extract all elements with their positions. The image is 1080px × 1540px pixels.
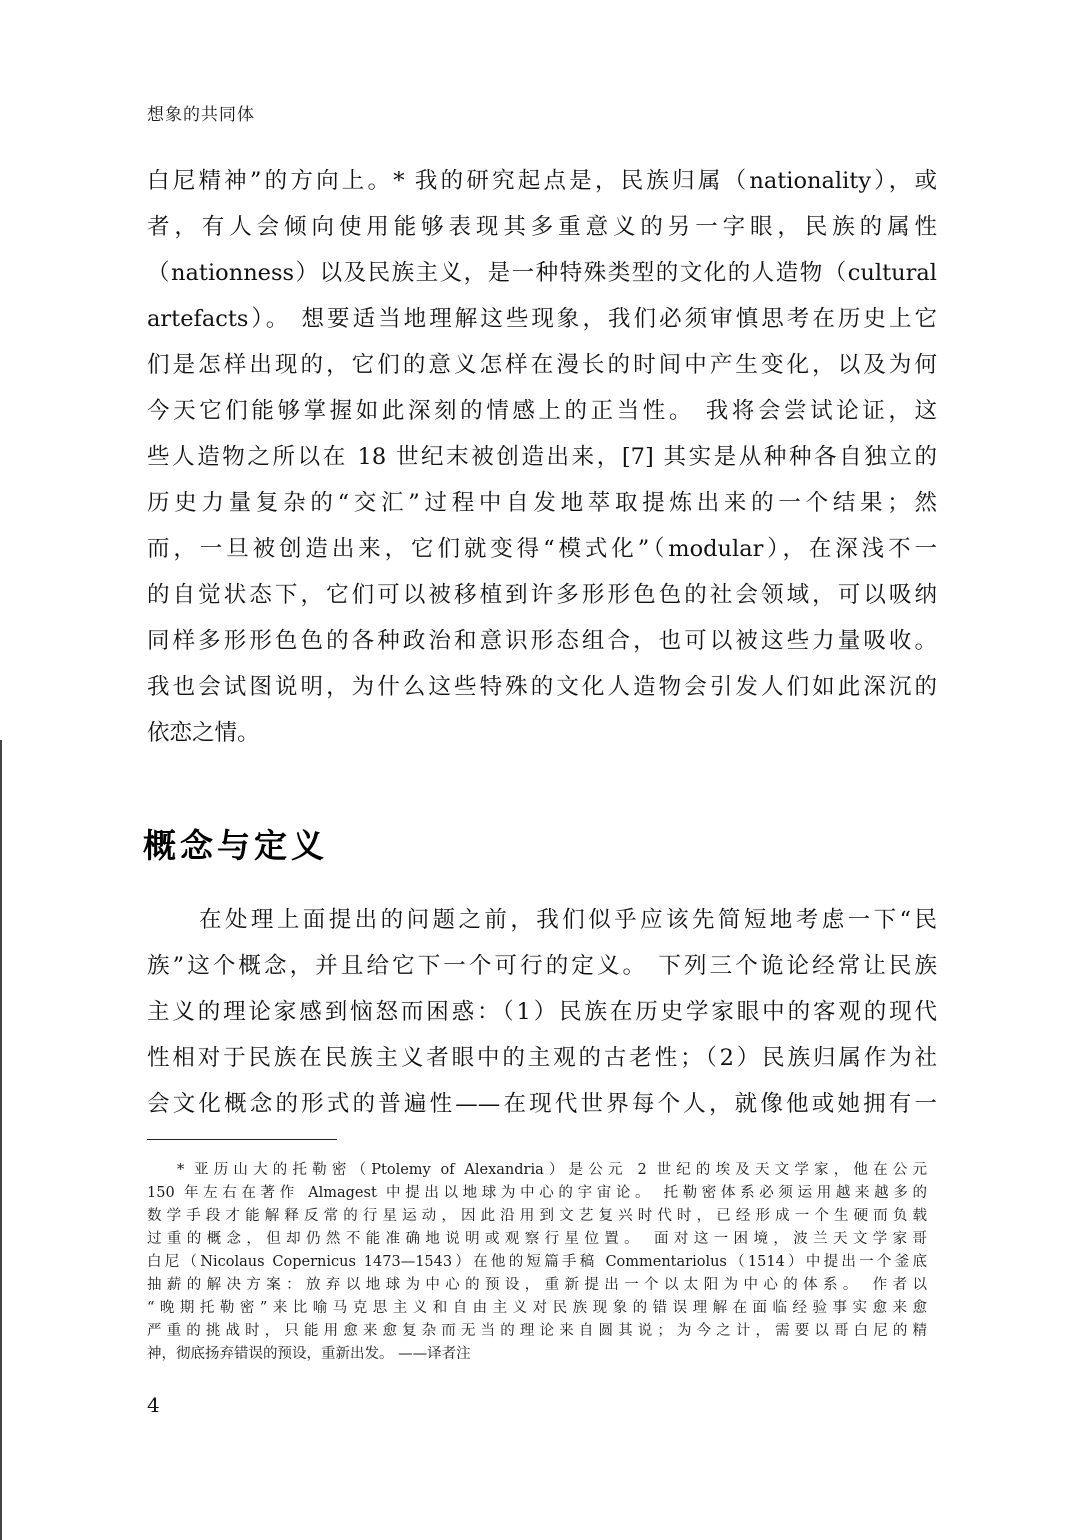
text-line: 族”这个概念，并且给它下一个可行的定义。 下列三个诡论经常让民族	[147, 953, 937, 979]
text-line: 而，一旦被创造出来，它们就变得“模式化”（modular），在深浅不一	[147, 536, 937, 562]
section-heading: 概念与定义	[143, 826, 328, 865]
text-line: 今天它们能够掌握如此深刻的情感上的正当性。 我将会尝试论证，这	[147, 398, 937, 424]
text-line: 性相对于民族在民族主义者眼中的主观的古老性；（2）民族归属作为社	[147, 1045, 937, 1071]
footnote-divider	[147, 1139, 337, 1140]
text-line: 些人造物之所以在 18 世纪末被创造出来，[7] 其实是从种种各自独立的	[147, 444, 937, 470]
text-line: 的自觉状态下，它们可以被移植到许多形形色色的社会领域，可以吸纳	[147, 582, 937, 608]
text-line: 依恋之情。	[147, 720, 260, 746]
body-paragraph-1	[147, 158, 937, 756]
text-line: 者，有人会倾向使用能够表现其多重意义的另一字眼，民族的属性	[147, 214, 937, 240]
text-line: 白尼精神”的方向上。* 我的研究起点是，民族归属（nationality），或	[147, 168, 937, 194]
text-line: 主义的理论家感到恼怒而困惑：（1）民族在历史学家眼中的客观的现代	[147, 999, 937, 1025]
footnote-line: 神，彻底扬弃错误的预设，重新出发。 ——译者注	[147, 1346, 471, 1362]
footnote-line: * 亚历山大的托勒密（Ptolemy of Alexandria）是公元 2 世纪的埃及天文学家，他在公元	[177, 1162, 927, 1178]
footnote-line: 严重的挑战时，只能用愈来愈复杂而无当的理论来自圆其说；为今之计，需要以哥白尼的精	[147, 1323, 927, 1339]
footnote-line: 150 年左右在著作 Almagest 中提出以地球为中心的宇宙论。 托勒密体系必须运用越来越多的	[147, 1185, 927, 1201]
text-line: 们是怎样出现的，它们的意义怎样在漫长的时间中产生变化，以及为何	[147, 352, 937, 378]
page-number: 4	[147, 1393, 160, 1417]
text-line: artefacts）。 想要适当地理解这些现象，我们必须审慎思考在历史上它	[147, 306, 937, 332]
page-binding-edge	[0, 740, 2, 1540]
footnote-line: “晚期托勒密”来比喻马克思主义和自由主义对民族现象的错误理解在面临经验事实愈来愈	[147, 1300, 927, 1316]
body-paragraph-2	[147, 897, 937, 1127]
footnote-line: 白尼（Nicolaus Copernicus 1473—1543）在他的短篇手稿 Commentariolus（1514）中提出一个釜底	[147, 1254, 927, 1270]
text-line: 历史力量复杂的“交汇”过程中自发地萃取提炼出来的一个结果；然	[147, 490, 937, 516]
running-header: 想象的共同体	[147, 105, 255, 125]
text-line: 会文化概念的形式的普遍性——在现代世界每个人，就像他或她拥有一	[147, 1091, 937, 1117]
footnote-line: 过重的概念，但却仍然不能准确地说明或观察行星位置。 面对这一困境，波兰天文学家哥	[147, 1231, 927, 1247]
text-line: （nationness）以及民族主义，是一种特殊类型的文化的人造物（cultural	[147, 260, 937, 286]
footnote-line: 抽薪的解决方案：放弃以地球为中心的预设，重新提出一个以太阳为中心的体系。 作者以	[147, 1277, 927, 1293]
footnote-line: 数学手段才能解释反常的行星运动，因此沿用到文艺复兴时代时，已经形成一个生硬而负载	[147, 1208, 927, 1224]
text-line: 同样多形形色色的各种政治和意识形态组合，也可以被这些力量吸收。	[147, 628, 937, 654]
text-line: 我也会试图说明，为什么这些特殊的文化人造物会引发人们如此深沉的	[147, 674, 937, 700]
footnote-block	[147, 1159, 927, 1366]
text-line: 在处理上面提出的问题之前，我们似乎应该先简短地考虑一下“民	[199, 907, 937, 933]
